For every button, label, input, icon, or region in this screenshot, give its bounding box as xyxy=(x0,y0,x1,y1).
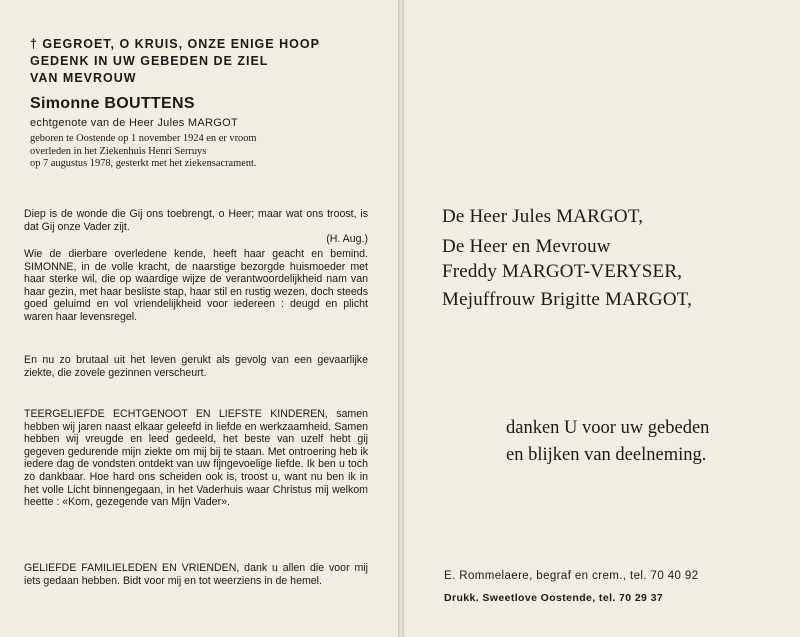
undertaker-line: E. Rommelaere, begraf en crem., tel. 70 40 92 xyxy=(444,570,699,582)
quote-source: (H. Aug.) xyxy=(326,233,368,246)
date-line: op 7 augustus 1978, gesterkt met het ziekensacrament. xyxy=(30,158,257,169)
header-line: GEDENK IN UW GEBEDEN DE ZIEL xyxy=(30,54,269,68)
birth-line: geboren te Oostende op 1 november 1924 en er vroom xyxy=(30,133,257,144)
header-line: † GEGROET, O KRUIS, ONZE ENIGE HOOP xyxy=(30,37,320,51)
family-member: De Heer en Mevrouw xyxy=(442,236,611,257)
printer-line: Drukk. Sweetlove Oostende, tel. 70 29 37 xyxy=(444,592,664,604)
quote-block xyxy=(24,208,368,246)
family-member: De Heer Jules MARGOT, xyxy=(442,206,644,227)
family-member: Mejuffrouw Brigitte MARGOT, xyxy=(442,289,693,310)
paragraph-remembrance: Wie de dierbare overledene kende, heeft haar geacht en bemind. SIMONNE, in de volle kracht, de naarstige bezorgde huismoeder met haar sterke wil, die op waardige wijze de verantwoordelijkheid nam van haar gezin, met haar besliste stap, haar stil en rustig wezen, doch steeds goed geluimd en vol vriendelijkheid voor iedereen : deugd en plicht waren haar levensregel. xyxy=(24,248,368,323)
paragraph-illness: En nu zo brutaal uit het leven gerukt als gevolg van een gevaarlijke ziekte, die zovele gezinnen verscheurt. xyxy=(24,354,368,379)
death-line: overleden in het Ziekenhuis Henri Serruys xyxy=(30,145,207,157)
header-line: VAN MEVROUW xyxy=(30,71,137,85)
paragraph-friends-message: GELIEFDE FAMILIELEDEN EN VRIENDEN, dank u allen die voor mij iets gedaan hebben. Bidt voor mij en tot weerziens in de hemel. xyxy=(24,562,368,587)
quote-text: Diep is de wonde die Gij ons toebrengt, o Heer; maar wat ons troost, is dat Gij onze Vader zijt. xyxy=(24,208,368,233)
family-member: Freddy MARGOT-VERYSER, xyxy=(442,261,683,282)
left-panel xyxy=(24,36,374,587)
birth-death-info xyxy=(30,133,374,171)
deceased-name: Simonne BOUTTENS xyxy=(30,95,195,112)
paragraph-family-message: TEERGELIEFDE ECHTGENOOT EN LIEFSTE KINDEREN, samen hebben wij jaren naast elkaar geleefd in liefde en werkzaamheid. Samen hebben wij vreugde en leed gedeeld, het beste van uzelf hebt gij gegeven gedurende mijn ziekte om mij bij te staan. Met ontroering heb ik iedere dag de vondsten ontdekt van uw fijngevoelige liefde. Ik ben u toch zo dankbaar. Hoe hard ons scheiden ook is, troost u, want nu ben ik in het volle Licht binnengegaan, in het Vaderhuis waar Christus mij welkom heette : «Kom, gezegende van Mijn Vader». xyxy=(24,408,368,509)
spouse-line: echtgenote van de Heer Jules MARGOT xyxy=(30,117,238,129)
right-panel xyxy=(420,0,790,637)
thanks-line: danken U voor uw gebeden xyxy=(506,418,710,438)
thanks-line: en blijken van deelneming. xyxy=(506,445,707,465)
card-fold xyxy=(398,0,404,637)
